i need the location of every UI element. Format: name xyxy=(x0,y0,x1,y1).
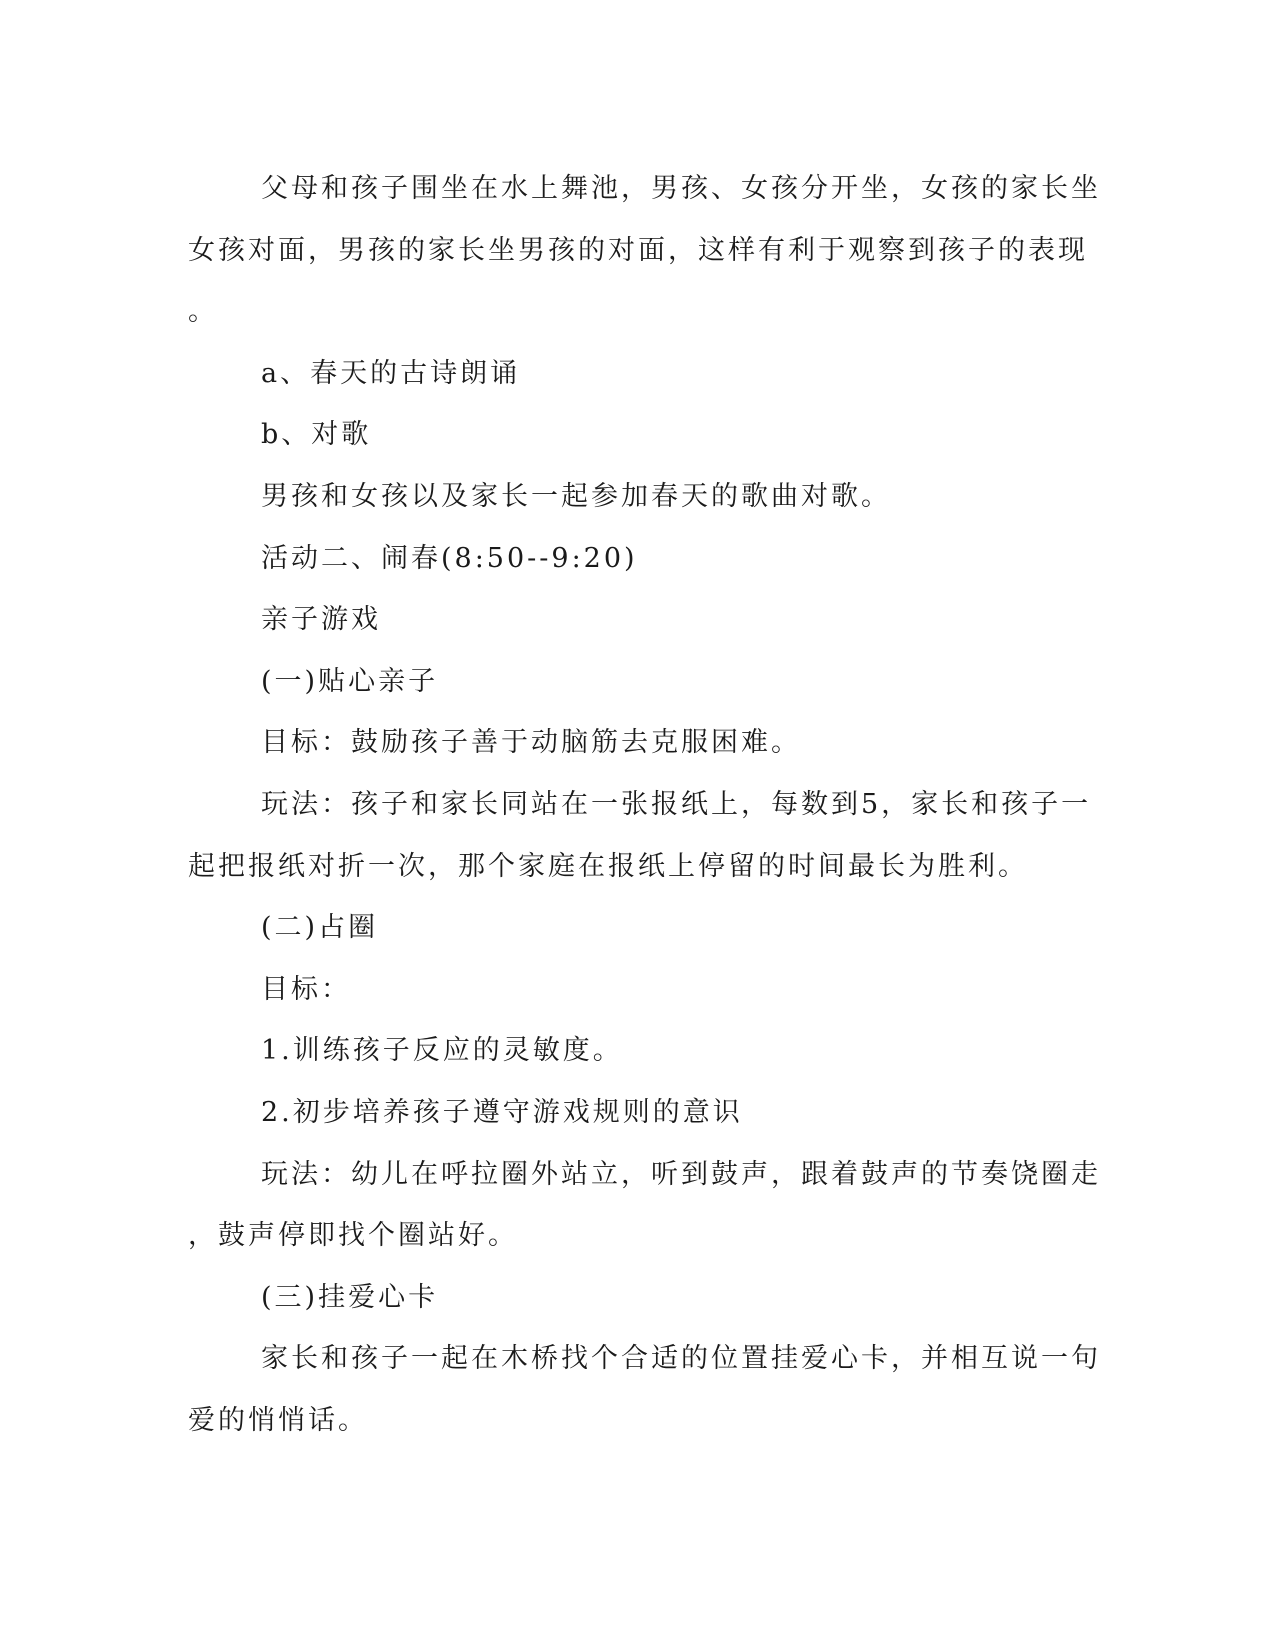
text-line: 2.初步培养孩子遵守游戏规则的意识 xyxy=(261,1096,743,1128)
text-line: 女孩对面，男孩的家长坐男孩的对面，这样有利于观察到孩子的表现 xyxy=(188,234,1088,266)
text-line: ，鼓声停即找个圈站好。 xyxy=(188,1220,518,1252)
section-heading: 活动二、闹春(8:50--9:20) xyxy=(261,542,638,574)
text-line: 亲子游戏 xyxy=(261,604,381,636)
text-line: 爱的悄悄话。 xyxy=(188,1404,368,1436)
text-line: 目标： xyxy=(261,973,351,1005)
text-line: 起把报纸对折一次，那个家庭在报纸上停留的时间最长为胜利。 xyxy=(188,850,1028,882)
text-line: 。 xyxy=(188,296,218,328)
text-line: a、春天的古诗朗诵 xyxy=(261,357,521,389)
subsection-heading: (一)贴心亲子 xyxy=(261,665,439,697)
text-line: 目标：鼓励孩子善于动脑筋去克服困难。 xyxy=(261,727,801,759)
subsection-heading: (二)占圈 xyxy=(261,912,379,944)
subsection-heading: (三)挂爱心卡 xyxy=(261,1281,439,1313)
document-body xyxy=(188,158,1101,1451)
text-line: 父母和孩子围坐在水上舞池，男孩、女孩分开坐，女孩的家长坐 xyxy=(261,173,1101,204)
text-line: 男孩和女孩以及家长一起参加春天的歌曲对歌。 xyxy=(261,480,891,512)
text-line: 家长和孩子一起在木桥找个合适的位置挂爱心卡，并相互说一句 xyxy=(261,1343,1101,1375)
text-line: b、对歌 xyxy=(261,419,372,451)
text-line: 1.训练孩子反应的灵敏度。 xyxy=(261,1035,623,1067)
text-line: 玩法：孩子和家长同站在一张报纸上，每数到5，家长和孩子一 xyxy=(261,788,1092,820)
text-line: 玩法：幼儿在呼拉圈外站立，听到鼓声，跟着鼓声的节奏饶圈走 xyxy=(261,1158,1101,1190)
